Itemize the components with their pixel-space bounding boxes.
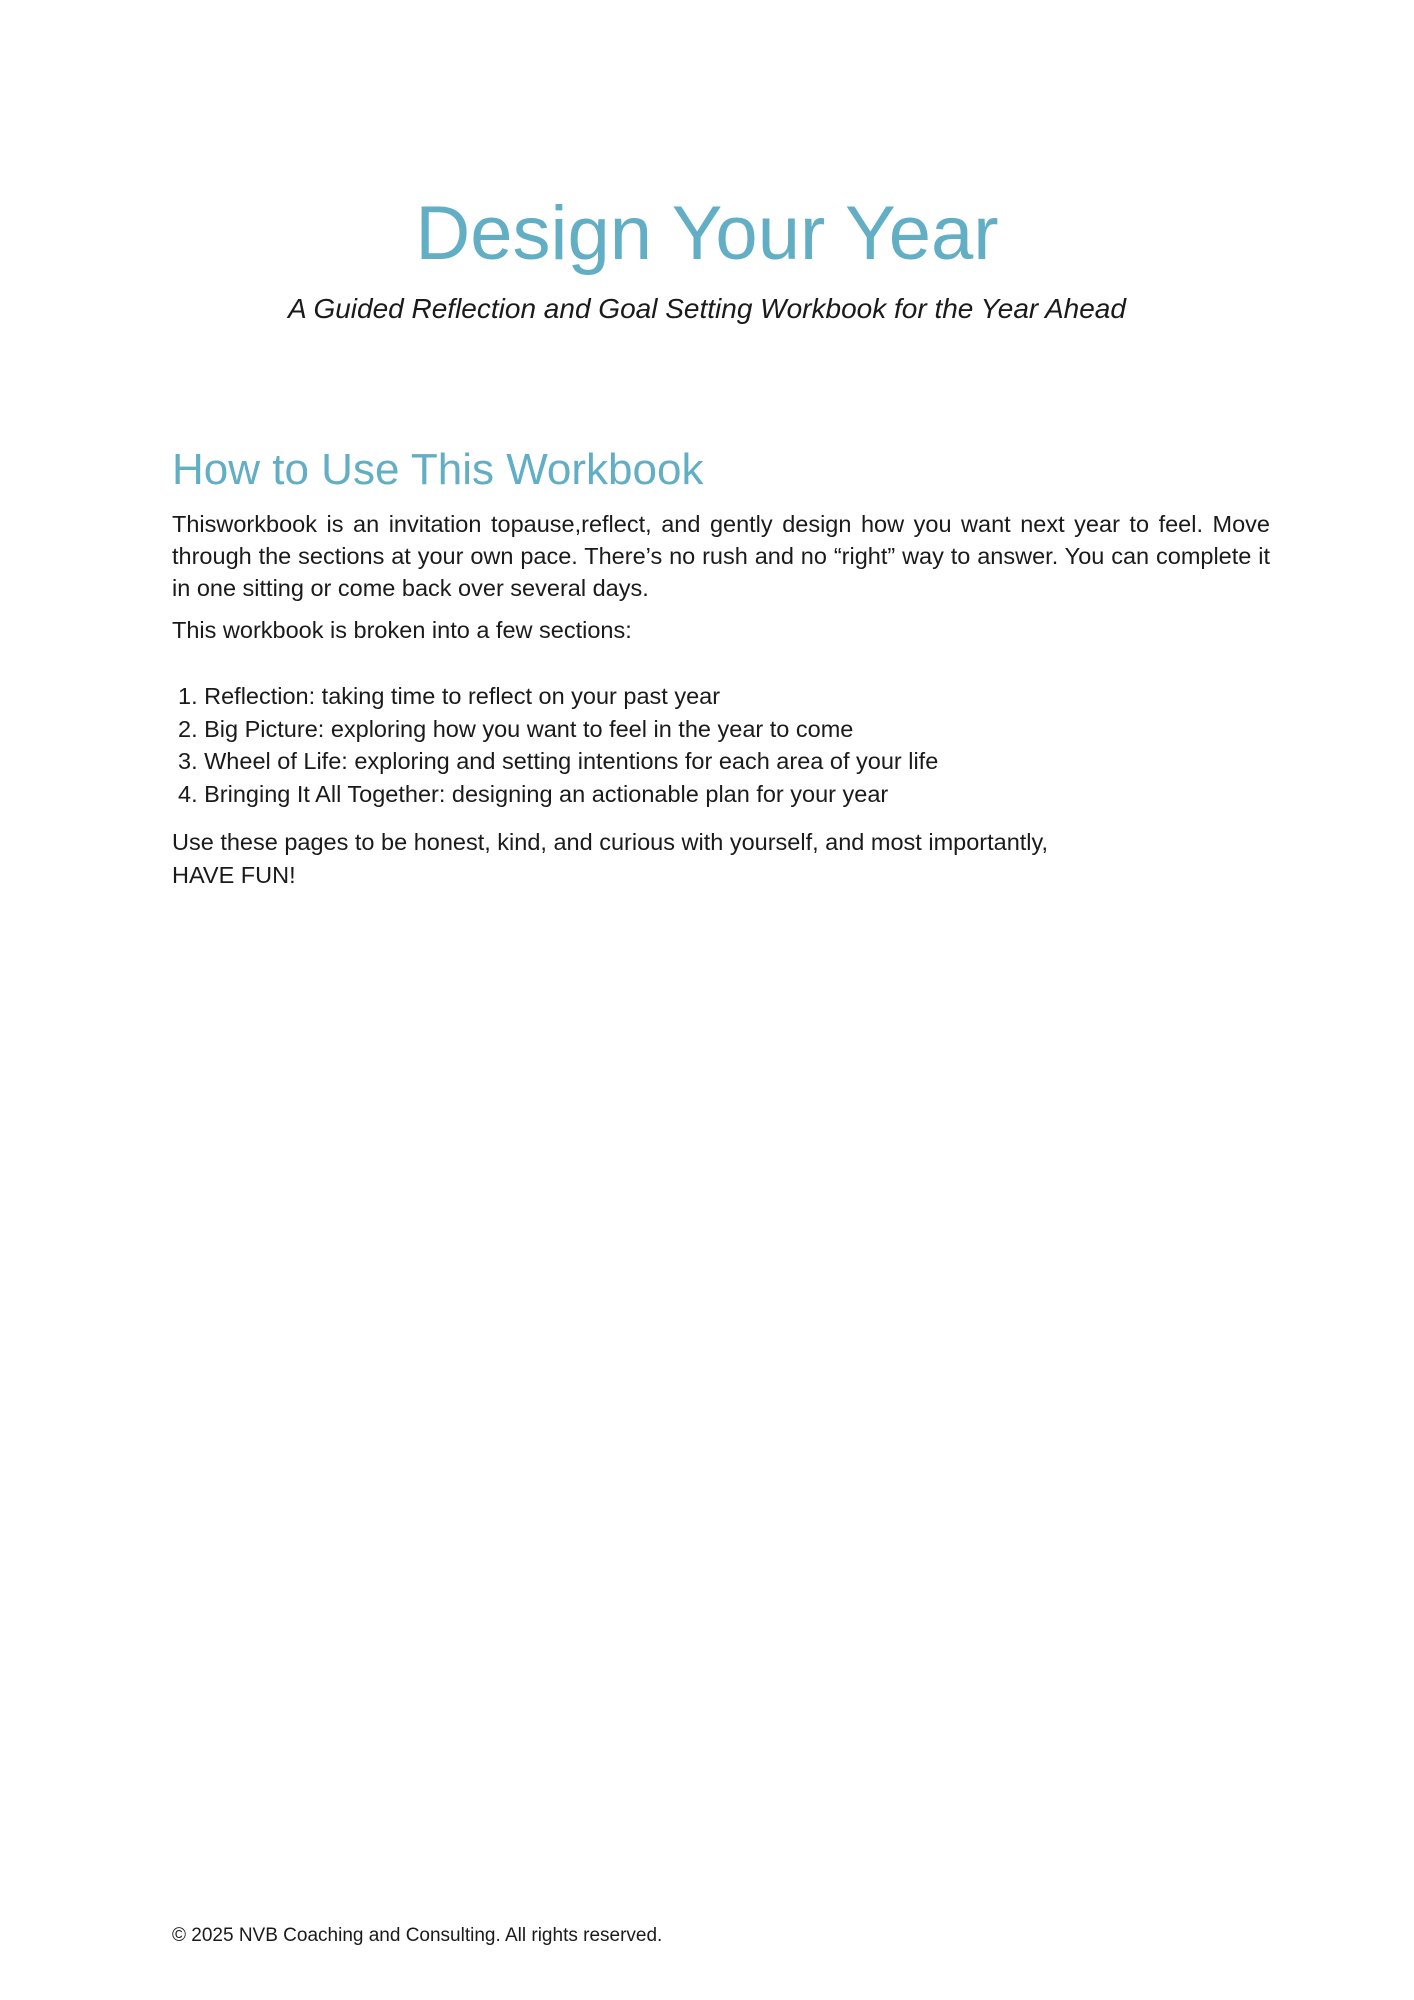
page-subtitle: A Guided Reflection and Goal Setting Workbook for the Year Ahead	[288, 293, 1126, 324]
list-item: 3. Wheel of Life: exploring and setting intentions for each area of your life	[178, 748, 939, 775]
list-item: 1. Reflection: taking time to reflect on your past year	[178, 683, 721, 710]
how-to-use-section	[172, 446, 1270, 892]
copyright-footer: © 2025 NVB Coaching and Consulting. All rights reserved.	[172, 1925, 663, 1946]
intro-paragraph: Thisworkbook is an invitation topause,reflect, and gently design how you want next year to feel. Move through the sections at your own pace. There’s no rush and no “right” way to answer. You can complete it in one sitting or come back over several days.	[172, 511, 1270, 602]
list-item: 4. Bringing It All Together: designing an actionable plan for your year	[178, 780, 889, 807]
closing-paragraph	[172, 826, 1270, 892]
sections-list	[178, 680, 1270, 810]
closing-emphasis: HAVE FUN!	[172, 862, 296, 889]
list-item: 2. Big Picture: exploring how you want to feel in the year to come	[178, 715, 854, 742]
page-title: Design Your Year	[415, 191, 999, 276]
sections-intro: This workbook is broken into a few sections:	[172, 617, 632, 644]
section-heading: How to Use This Workbook	[172, 445, 704, 494]
closing-line: Use these pages to be honest, kind, and curious with yourself, and most importantly,	[172, 829, 1049, 856]
